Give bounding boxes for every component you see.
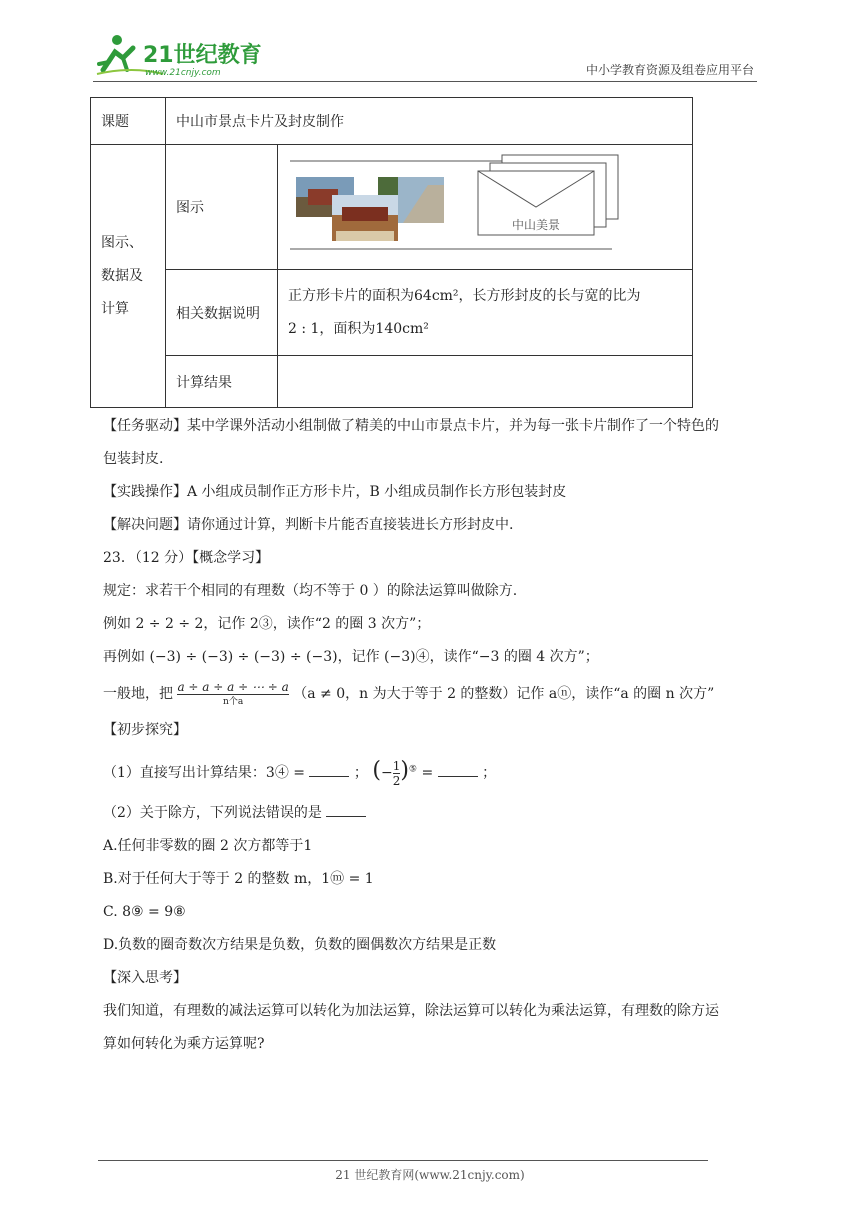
q1-frac-top: 1 [392,758,401,773]
data-label: 相关数据说明 [166,270,278,356]
logo-url: www.21cnjy.com [145,68,221,78]
option-c: C. 8⑨ = 9⑧ [103,904,186,920]
question-body [103,410,763,1061]
footer-text: 21 世纪教育网(www.21cnjy.com) [335,1168,525,1182]
image-cell [278,145,693,270]
option-a: A.任何非零数的圈 2 次方都等于1 [103,838,313,854]
scenery-cards-illustration [278,145,664,265]
option-b: B.对于任何大于等于 2 的整数 m，1ⓜ = 1 [103,871,374,887]
general-fraction [177,680,288,709]
practice-line: 【实践操作】A 小组成员制作正方形卡片，B 小组成员制作长方形包装封皮 [103,484,567,500]
q1-post: = [421,765,434,781]
general-pre: 一般地，把 [103,686,173,702]
general-post: （a ≠ 0，n 为大于等于 2 的整数）记作 aⓝ，读作“a 的圈 n 次方” [293,686,715,702]
general-frac-bottom: n个a [223,696,244,707]
header-platform-text: 中小学教育资源及组卷应用平台 [585,63,754,77]
runner-logo-icon [93,30,263,80]
data-line-2: 2 : 1，面积为140cm² [288,320,429,337]
q1-sign: − [380,765,393,781]
result-label: 计算结果 [166,356,278,408]
solve-line: 【解决问题】请你通过计算，判断卡片能否直接装进长方形封皮中. [103,517,514,533]
general-frac-top: a ÷ a ÷ a ÷ ⋯ ÷ a [177,679,289,694]
q2-blank[interactable] [326,802,366,817]
project-table [90,97,693,408]
footer-divider [98,1160,708,1161]
site-logo [93,30,263,80]
rule-line: 规定：求若干个相同的有理数（均不等于 0 ）的除法运算叫做除方. [103,583,518,599]
image-label: 图示 [166,145,278,270]
topic-label: 课题 [91,98,166,145]
task-line-1: 【任务驱动】某中学课外活动小组制做了精美的中山市景点卡片，并为每一张卡片制作了一个特色的 [103,418,719,434]
deep-title: 【深入思考】 [103,970,187,986]
q1-end: ； [482,765,497,781]
header-divider [93,81,757,82]
task-line-2: 包装封皮. [103,451,164,467]
option-d: D.负数的圈奇数次方结果是负数，负数的圈偶数次方结果是正数 [103,937,497,953]
topic-value: 中山市景点卡片及封皮制作 [166,98,693,145]
q1-sup: ⑤ [408,764,417,775]
general-definition [103,674,763,714]
q1-blank-2[interactable] [438,762,478,777]
logo-text: 21世纪教育 [143,43,262,68]
deep-line-2: 算如何转化为乘方运算呢? [103,1036,265,1052]
data-description [278,270,693,356]
q1-blank-1[interactable] [309,762,349,777]
q1-frac-bottom: 2 [392,773,401,788]
envelope-label: 中山美景 [512,218,561,232]
example-2: 再例如 (−3) ÷ (−3) ÷ (−3) ÷ (−3)，记作 (−3)④，读作“−3 的圈 4 次方”； [103,649,599,665]
section-label: 图示、数据及计算 [91,145,166,408]
q2-text: （2）关于除方，下列说法错误的是 [103,805,322,821]
q1-mid: ； [353,765,368,781]
result-value [278,356,693,408]
photo-card-3 [332,195,398,241]
q1-pre: （1）直接写出计算结果：3④ = [103,765,305,781]
question-1: （1）直接写出计算结果：3④ = ； (− $\frac{1}{2}$ )⑤ = ； [103,758,497,788]
question-23-title: 23．（12 分）【概念学习】 [103,550,270,566]
explore-title: 【初步探究】 [103,722,187,738]
data-line-1: 正方形卡片的面积为64cm²，长方形封皮的长与宽的比为 [288,287,641,304]
question-2 [103,797,763,830]
deep-line-1: 我们知道，有理数的减法运算可以转化为加法运算，除法运算可以转化为乘法运算，有理数的除方运 [103,1003,719,1019]
example-1: 例如 2 ÷ 2 ÷ 2，记作 2③，读作“2 的圈 3 次方”； [103,616,431,632]
